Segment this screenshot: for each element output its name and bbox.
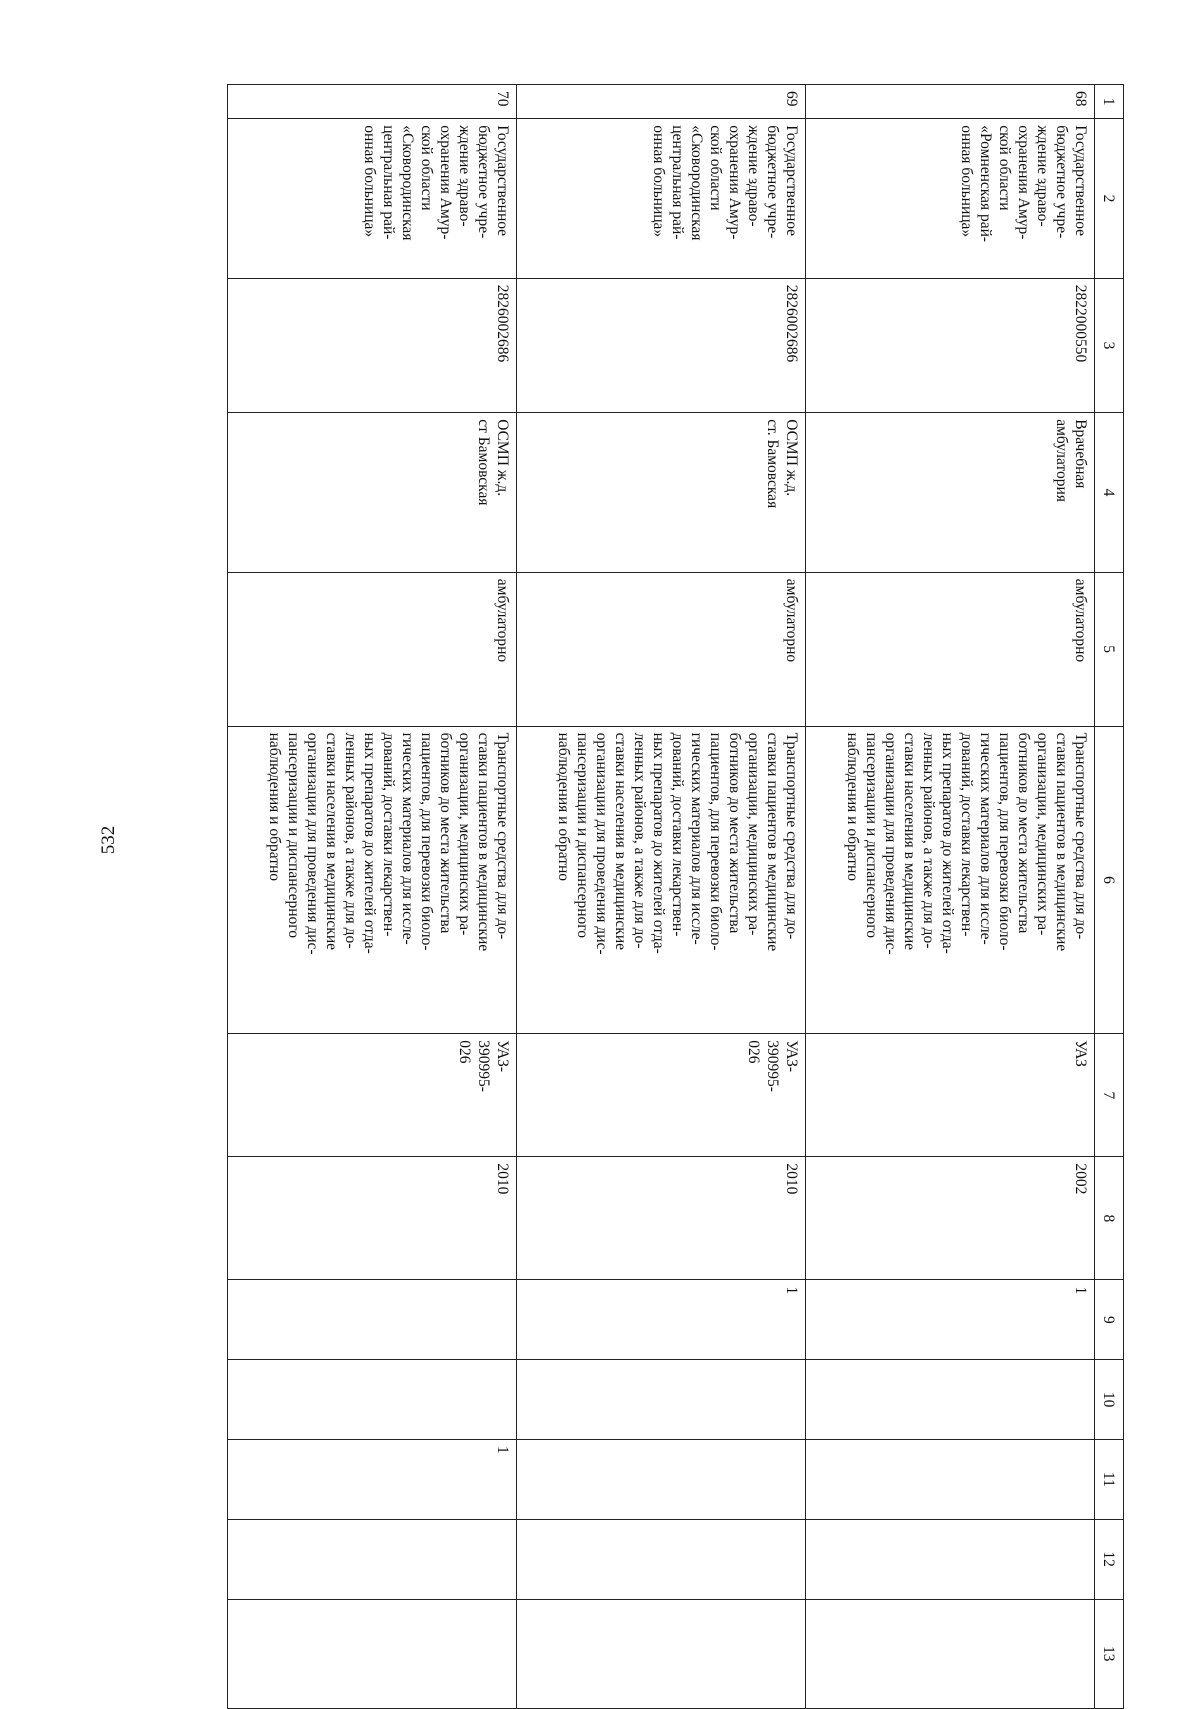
col13-cell: [517, 1599, 806, 1708]
col-header-4: 4: [1095, 413, 1124, 573]
model-cell: УАЗ: [806, 1034, 1095, 1157]
model-cell: УАЗ- 390995- 026: [517, 1034, 806, 1157]
col-header-3: 3: [1095, 278, 1124, 412]
year-cell: 2010: [517, 1157, 806, 1280]
unit-cell: ОСМП ж.д. ст. Бамовская: [517, 413, 806, 573]
col11-cell: [517, 1439, 806, 1519]
col11-cell: 1: [228, 1439, 517, 1519]
col12-cell: [517, 1519, 806, 1599]
col-header-8: 8: [1095, 1157, 1124, 1280]
table-row: [806, 85, 1095, 1709]
col10-cell: [517, 1360, 806, 1440]
purpose-cell: Транспортные средства для до- ставки пациентов в медицинские организации, медицинских ра- ботников до места жительства пациентов, для перевозки биоло- гических материалов для иссле- дований, доставки лекарствен- ных препаратов до жителей отда- ленных районов, а также для до- ставки населения в медицинские организации для проведения дис- пансеризации и диспансерного наблюдения и обратно: [806, 726, 1095, 1034]
table-row: [517, 85, 806, 1709]
header-row: [1095, 85, 1124, 1709]
rotated-table-container: [206, 84, 1124, 1709]
inn-cell: 2826002686: [517, 278, 806, 412]
col9-cell: 1: [517, 1280, 806, 1360]
inn-cell: 2826002686: [228, 278, 517, 412]
institution-name: Государственное бюджетное учре- ждение здраво- охранения Амур- ской области «Ромненская рай- онная больница»: [806, 119, 1095, 279]
col-header-11: 11: [1095, 1439, 1124, 1519]
mode-cell: амбулаторно: [228, 572, 517, 726]
unit-cell: ОСМП ж.д. ст Бамовская: [228, 413, 517, 573]
col13-cell: [806, 1599, 1095, 1708]
col13-cell: [228, 1599, 517, 1708]
purpose-cell: Транспортные средства для до- ставки пациентов в медицинские организации, медицинских ра- ботников до места жительства пациентов, для перевозки биоло- гических материалов для иссле- дований, доставки лекарствен- ных препаратов до жителей отда- ленных районов, а также для до- ставки населения в медицинские организации для проведения дис- пансеризации и диспансерного наблюдения и обратно: [228, 726, 517, 1034]
col10-cell: [806, 1360, 1095, 1440]
col10-cell: [228, 1360, 517, 1440]
col-header-2: 2: [1095, 119, 1124, 279]
year-cell: 2010: [228, 1157, 517, 1280]
col-header-12: 12: [1095, 1519, 1124, 1599]
col12-cell: [228, 1519, 517, 1599]
col-header-5: 5: [1095, 572, 1124, 726]
page-number: 532: [98, 825, 119, 855]
col11-cell: [806, 1439, 1095, 1519]
mode-cell: амбулаторно: [806, 572, 1095, 726]
inn-cell: 2822000550: [806, 278, 1095, 412]
unit-cell: Врачебная амбулатория: [806, 413, 1095, 573]
year-cell: 2002: [806, 1157, 1095, 1280]
vehicle-table: [227, 84, 1124, 1709]
row-number: 70: [228, 85, 517, 119]
col-header-6: 6: [1095, 726, 1124, 1034]
col-header-10: 10: [1095, 1360, 1124, 1440]
row-number: 68: [806, 85, 1095, 119]
col-header-9: 9: [1095, 1280, 1124, 1360]
col-header-13: 13: [1095, 1599, 1124, 1708]
table-row: [228, 85, 517, 1709]
col9-cell: [228, 1280, 517, 1360]
col-header-7: 7: [1095, 1034, 1124, 1157]
col-header-1: 1: [1095, 85, 1124, 119]
mode-cell: амбулаторно: [517, 572, 806, 726]
col9-cell: 1: [806, 1280, 1095, 1360]
purpose-cell: Транспортные средства для до- ставки пациентов в медицинские организации, медицинских ра- ботников до места жительства пациентов, для перевозки биоло- гических материалов для иссле- дований, доставки лекарствен- ных препаратов до жителей отда- ленных районов, а также для до- ставки населения в медицинские организации для проведения дис- пансеризации и диспансерного наблюдения и обратно: [517, 726, 806, 1034]
model-cell: УАЗ- 390995- 026: [228, 1034, 517, 1157]
row-number: 69: [517, 85, 806, 119]
institution-name: Государственное бюджетное учре- ждение здраво- охранения Амур- ской области «Сковородинская центральная рай- онная больница»: [517, 119, 806, 279]
institution-name: Государственное бюджетное учре- ждение здраво- охранения Амур- ской области «Сковородинская центральная рай- онная больница»: [228, 119, 517, 279]
col12-cell: [806, 1519, 1095, 1599]
